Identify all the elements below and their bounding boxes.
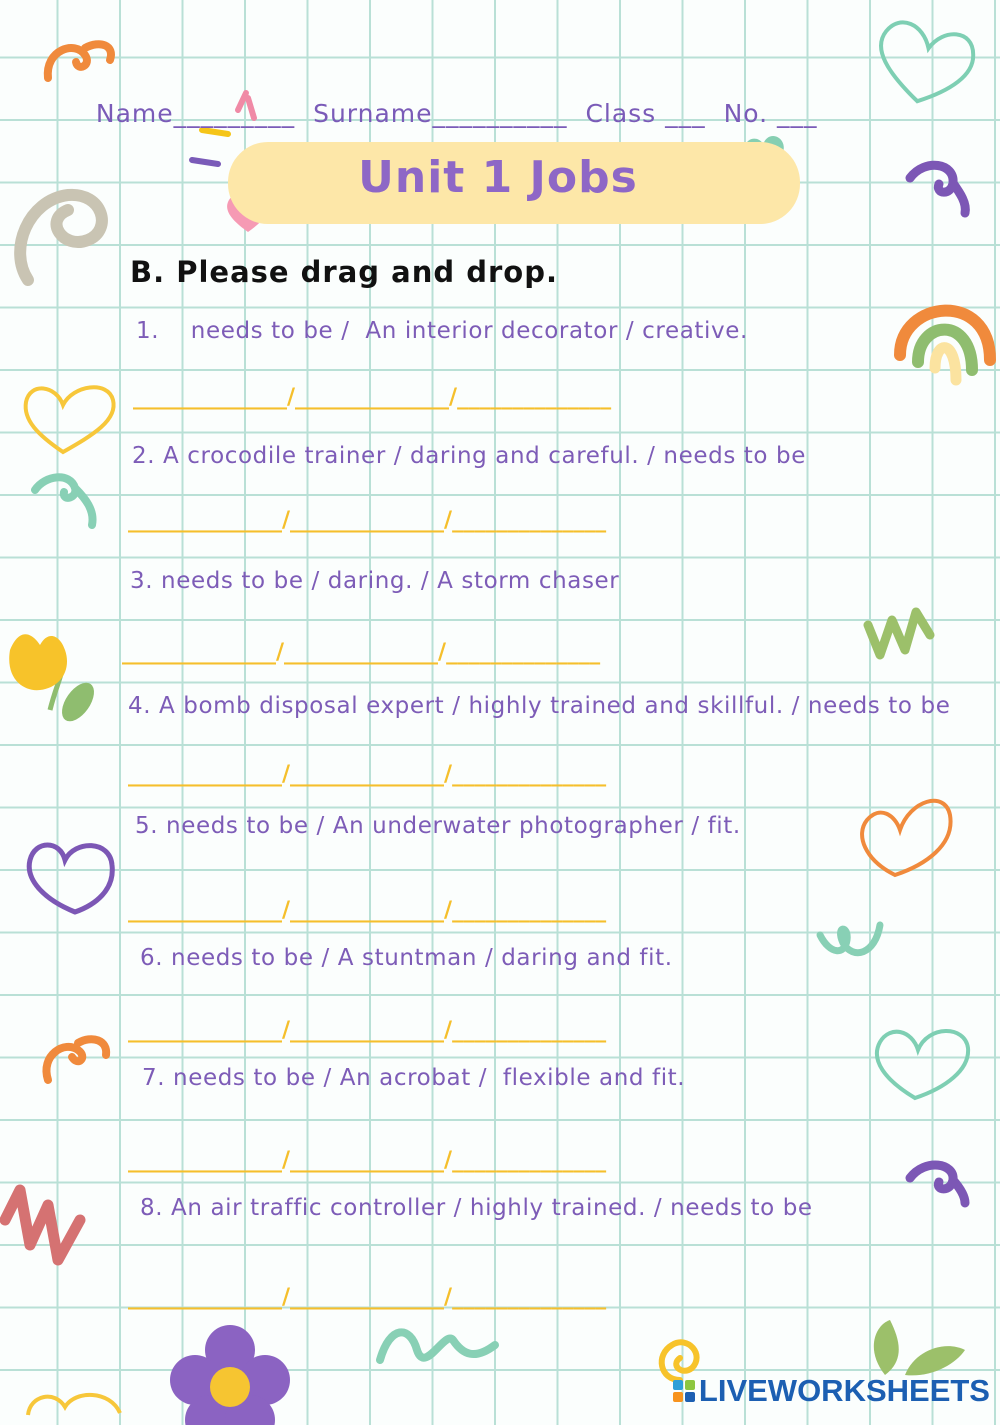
answer-line-3[interactable]: ______________/______________/______________ <box>122 640 601 665</box>
name-field[interactable]: Name_________ <box>95 99 296 128</box>
grey-spiral-icon <box>8 180 118 290</box>
question-4: 4. A bomb disposal expert / highly trained and skillful. / needs to be <box>128 693 951 719</box>
logo-text: LIVEWORKSHEETS <box>698 1373 990 1408</box>
answer-line-7[interactable]: ______________/______________/______________ <box>128 1148 607 1173</box>
question-3: 3. needs to be / daring. / A storm chaser <box>130 568 620 594</box>
purple-swirl-icon <box>905 158 975 218</box>
coral-zigzag-icon <box>0 1180 95 1270</box>
yellow-heart-icon <box>18 380 128 460</box>
green-leaves-icon <box>865 1320 975 1380</box>
answer-line-4[interactable]: ______________/______________/______________ <box>128 762 607 787</box>
class-field[interactable]: Class ___ <box>585 99 706 128</box>
answer-line-5[interactable]: ______________/______________/______________ <box>128 898 607 923</box>
answer-line-2[interactable]: ______________/______________/______________ <box>128 508 607 533</box>
surname-field[interactable]: Surname__________ <box>313 99 568 128</box>
question-5: 5. needs to be / An underwater photographer / fit. <box>135 813 741 839</box>
purple-swirl-bottom-icon <box>905 1158 975 1208</box>
answer-line-6[interactable]: ______________/______________/______________ <box>128 1018 607 1043</box>
liveworksheets-logo <box>673 1373 990 1409</box>
question-2: 2. A crocodile trainer / daring and careful. / needs to be <box>132 443 806 469</box>
teal-wave-icon <box>375 1320 505 1370</box>
orange-heart-icon <box>855 790 965 885</box>
question-1: 1. needs to be / An interior decorator / creative. <box>136 318 748 344</box>
page-title: Unit 1 Jobs <box>358 152 638 203</box>
question-7: 7. needs to be / An acrobat / flexible and fit. <box>142 1065 686 1091</box>
rainbow-icon <box>890 290 1000 400</box>
yellow-heart-bottom-icon <box>20 1385 130 1425</box>
question-6: 6. needs to be / A stuntman / daring and fit. <box>140 945 673 971</box>
purple-heart-icon <box>20 830 120 920</box>
answer-line-1[interactable]: ______________/______________/______________ <box>133 385 612 410</box>
teal-heart-right-icon <box>870 1020 975 1105</box>
purple-flower-icon <box>170 1325 290 1425</box>
teal-wiggle-icon <box>815 915 895 960</box>
teal-swirl-icon <box>30 470 110 530</box>
green-zigzag-icon <box>860 600 940 665</box>
yellow-flower-icon <box>0 630 95 730</box>
instruction-text: B. Please drag and drop. <box>130 255 558 289</box>
student-info-header <box>78 70 918 128</box>
orange-swirl-left-icon <box>40 1035 115 1085</box>
logo-blocks-icon <box>673 1380 695 1402</box>
answer-line-8[interactable]: ______________/______________/______________ <box>128 1285 607 1310</box>
question-8: 8. An air traffic controller / highly trained. / needs to be <box>140 1195 813 1221</box>
number-field[interactable]: No. ___ <box>723 99 818 128</box>
